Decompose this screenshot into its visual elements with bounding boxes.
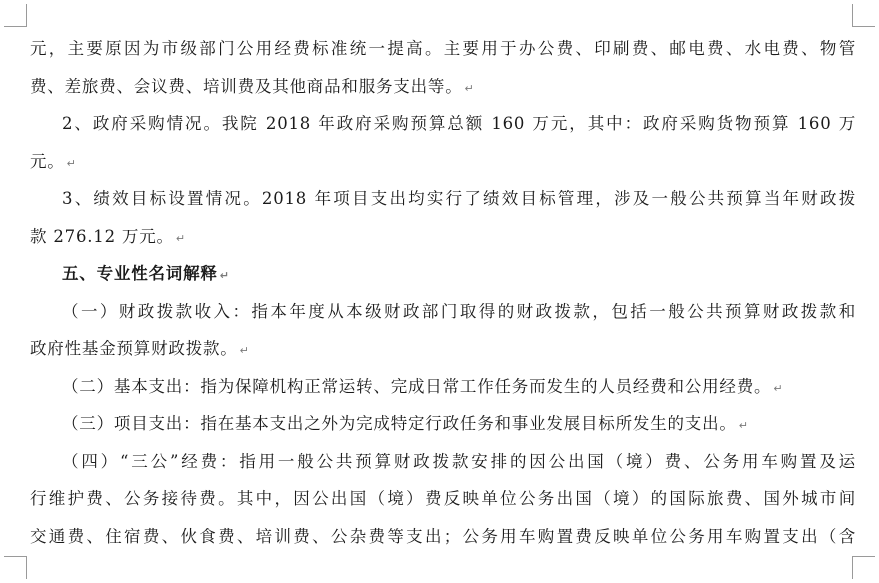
line-text: 元。 bbox=[30, 151, 65, 171]
line-text: 元，主要原因为市级部门公用经费标准统一提高。主要用于办公费、印刷费、邮电费、水电费、物管 bbox=[30, 39, 856, 58]
paragraph-mark-icon: ↵ bbox=[239, 344, 249, 357]
text-line bbox=[30, 105, 856, 143]
text-line bbox=[30, 218, 856, 256]
text-line bbox=[30, 293, 856, 331]
line-text: （四）“三公”经费：指用一般公共预算财政拨款安排的因公出国（境）费、公务用车购置及运 bbox=[62, 451, 856, 471]
line-text: （二）基本支出：指为保障机构正常运转、完成日常工作任务而发生的人员经费和公用经费。 bbox=[62, 376, 772, 396]
crop-mark-bottom-left bbox=[4, 556, 27, 579]
paragraph-mark-icon: ↵ bbox=[464, 81, 474, 95]
line-text: 费、差旅费、会议费、培训费及其他商品和服务支出等。 bbox=[30, 76, 463, 96]
text-line bbox=[30, 368, 856, 406]
text-line bbox=[30, 30, 856, 68]
crop-mark-bottom-right bbox=[852, 556, 875, 579]
crop-mark-top-left bbox=[4, 4, 27, 27]
line-text: 政府性基金预算财政拨款。 bbox=[30, 339, 238, 358]
line-text: 交通费、住宿费、伙食费、培训费、公杂费等支出；公务用车购置费反映单位公务用车购置支出（含 bbox=[30, 526, 856, 546]
line-text: 2、政府采购情况。我院 2018 年政府采购预算总额 160 万元，其中：政府采购货物预算 160 万 bbox=[62, 114, 856, 133]
text-line bbox=[30, 68, 856, 106]
text-line bbox=[30, 518, 856, 556]
line-text: （三）项目支出：指在基本支出之外为完成特定行政任务和事业发展目标所发生的支出。 bbox=[62, 414, 737, 433]
document-body[interactable] bbox=[30, 30, 856, 555]
text-line bbox=[30, 443, 856, 481]
section-heading bbox=[30, 255, 856, 293]
paragraph-mark-icon: ↵ bbox=[773, 381, 783, 395]
text-line bbox=[30, 480, 856, 518]
paragraph-mark-icon: ↵ bbox=[219, 269, 229, 282]
text-line bbox=[30, 180, 856, 218]
line-text: 款 276.12 万元。 bbox=[30, 226, 174, 246]
line-text: （一）财政拨款收入：指本年度从本级财政部门取得的财政拨款，包括一般公共预算财政拨款和 bbox=[62, 301, 856, 321]
paragraph-mark-icon: ↵ bbox=[738, 419, 748, 432]
text-line bbox=[30, 143, 856, 181]
text-line bbox=[30, 330, 856, 368]
line-text: 行维护费、公务接待费。其中，因公出国（境）费反映单位公务出国（境）的国际旅费、国外城市间 bbox=[30, 489, 856, 508]
line-text: 3、绩效目标设置情况。2018 年项目支出均实行了绩效目标管理，涉及一般公共预算当年财政拨 bbox=[62, 189, 856, 208]
paragraph-mark-icon: ↵ bbox=[66, 156, 76, 170]
paragraph-mark-icon: ↵ bbox=[175, 231, 186, 245]
text-line bbox=[30, 405, 856, 443]
crop-mark-top-right bbox=[852, 4, 875, 27]
line-text: 五、专业性名词解释 bbox=[62, 264, 218, 283]
